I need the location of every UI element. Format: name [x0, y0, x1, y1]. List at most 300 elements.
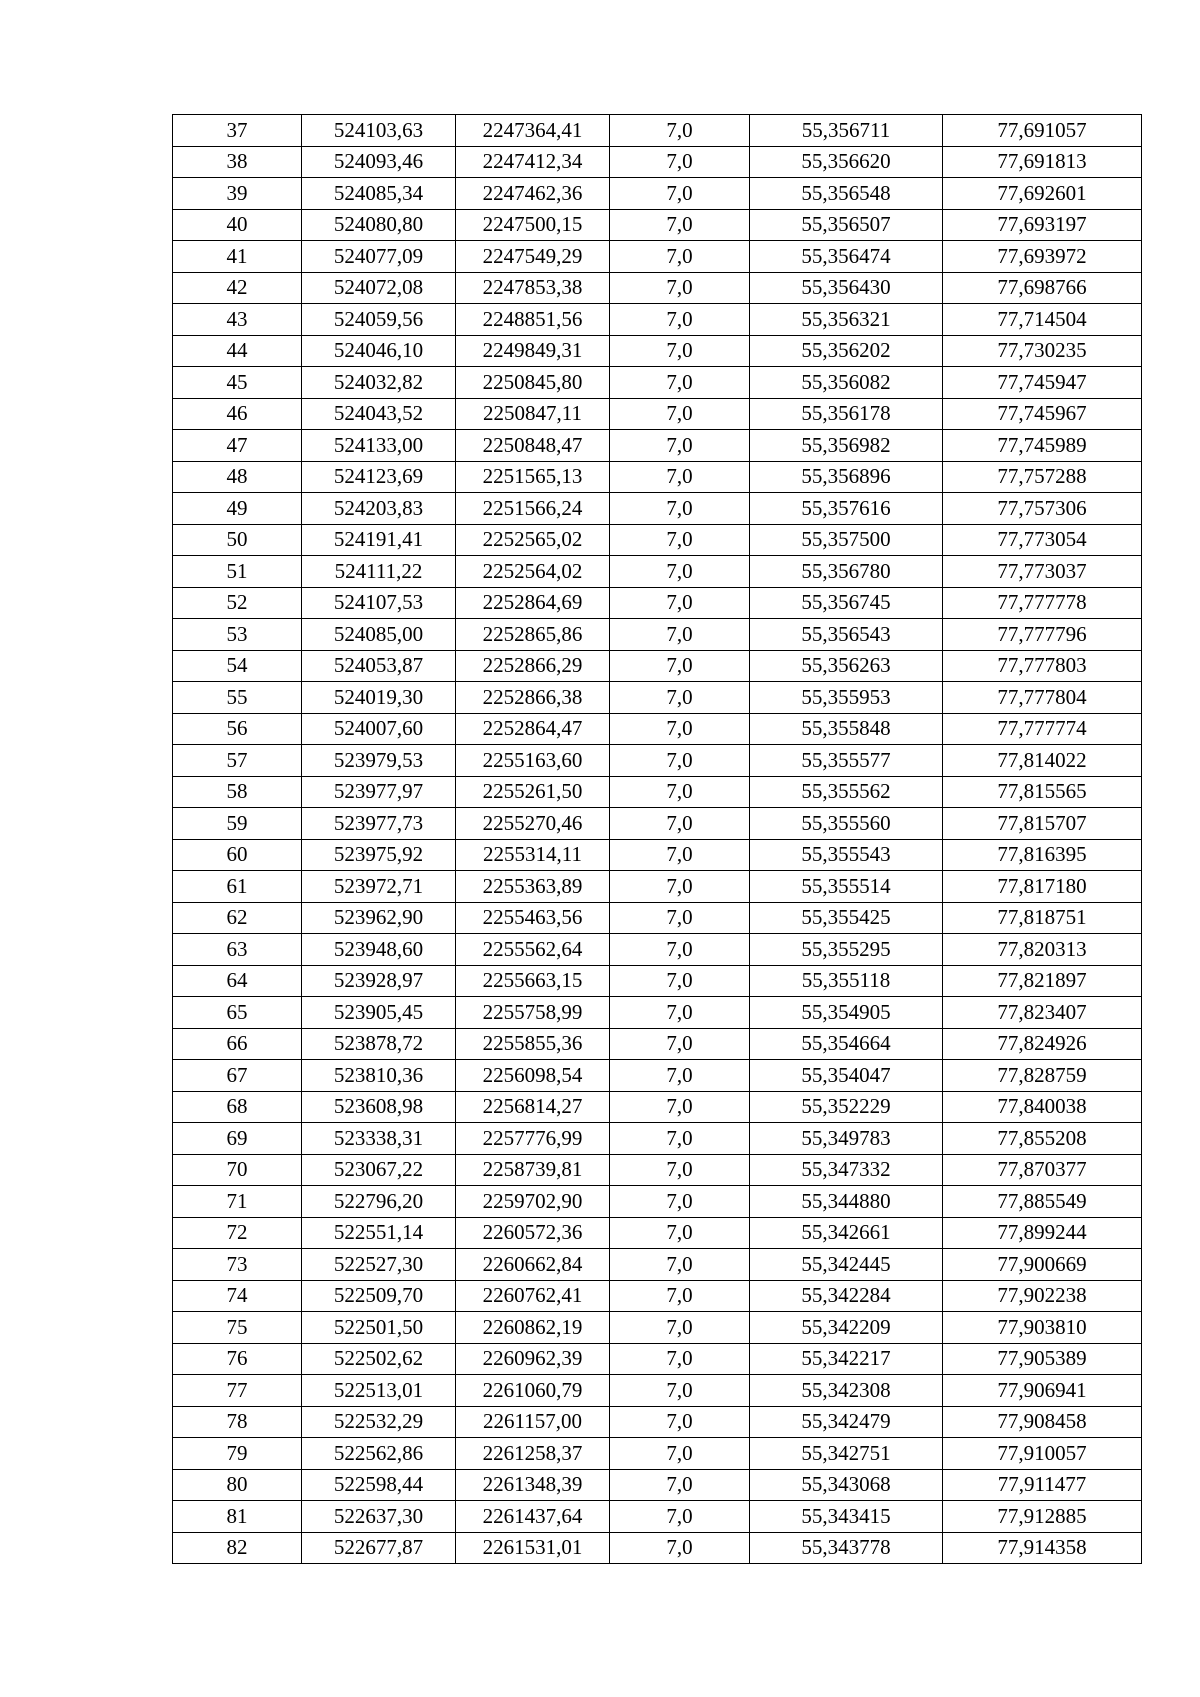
latitude-cell: 55,356711 — [750, 115, 943, 147]
longitude-cell: 77,903810 — [943, 1312, 1142, 1344]
x-coordinate-cell: 522562,86 — [302, 1438, 456, 1470]
accuracy-cell: 7,0 — [610, 776, 750, 808]
point-number-cell: 73 — [173, 1249, 302, 1281]
y-coordinate-cell: 2248851,56 — [456, 304, 610, 336]
latitude-cell: 55,342284 — [750, 1280, 943, 1312]
point-number-cell: 74 — [173, 1280, 302, 1312]
table-row — [173, 241, 1142, 273]
table-row — [173, 146, 1142, 178]
table-row — [173, 430, 1142, 462]
accuracy-cell: 7,0 — [610, 619, 750, 651]
table-row — [173, 1312, 1142, 1344]
x-coordinate-cell: 524085,00 — [302, 619, 456, 651]
accuracy-cell: 7,0 — [610, 934, 750, 966]
table-row — [173, 934, 1142, 966]
x-coordinate-cell: 522598,44 — [302, 1469, 456, 1501]
table-row — [173, 524, 1142, 556]
point-number-cell: 71 — [173, 1186, 302, 1218]
point-number-cell: 69 — [173, 1123, 302, 1155]
accuracy-cell: 7,0 — [610, 493, 750, 525]
latitude-cell: 55,355543 — [750, 839, 943, 871]
latitude-cell: 55,357616 — [750, 493, 943, 525]
latitude-cell: 55,356543 — [750, 619, 943, 651]
table-row — [173, 1028, 1142, 1060]
y-coordinate-cell: 2247549,29 — [456, 241, 610, 273]
latitude-cell: 55,355118 — [750, 965, 943, 997]
point-number-cell: 52 — [173, 587, 302, 619]
table-row — [173, 1532, 1142, 1564]
y-coordinate-cell: 2252864,69 — [456, 587, 610, 619]
point-number-cell: 82 — [173, 1532, 302, 1564]
latitude-cell: 55,356780 — [750, 556, 943, 588]
point-number-cell: 47 — [173, 430, 302, 462]
y-coordinate-cell: 2252866,29 — [456, 650, 610, 682]
x-coordinate-cell: 523905,45 — [302, 997, 456, 1029]
latitude-cell: 55,355953 — [750, 682, 943, 714]
accuracy-cell: 7,0 — [610, 304, 750, 336]
longitude-cell: 77,730235 — [943, 335, 1142, 367]
y-coordinate-cell: 2260762,41 — [456, 1280, 610, 1312]
y-coordinate-cell: 2250847,11 — [456, 398, 610, 430]
longitude-cell: 77,815707 — [943, 808, 1142, 840]
accuracy-cell: 7,0 — [610, 272, 750, 304]
y-coordinate-cell: 2247462,36 — [456, 178, 610, 210]
x-coordinate-cell: 522551,14 — [302, 1217, 456, 1249]
x-coordinate-cell: 522637,30 — [302, 1501, 456, 1533]
y-coordinate-cell: 2255163,60 — [456, 745, 610, 777]
y-coordinate-cell: 2260572,36 — [456, 1217, 610, 1249]
x-coordinate-cell: 523067,22 — [302, 1154, 456, 1186]
accuracy-cell: 7,0 — [610, 1406, 750, 1438]
x-coordinate-cell: 524080,80 — [302, 209, 456, 241]
point-number-cell: 37 — [173, 115, 302, 147]
longitude-cell: 77,691057 — [943, 115, 1142, 147]
accuracy-cell: 7,0 — [610, 902, 750, 934]
latitude-cell: 55,356474 — [750, 241, 943, 273]
y-coordinate-cell: 2257776,99 — [456, 1123, 610, 1155]
x-coordinate-cell: 523948,60 — [302, 934, 456, 966]
y-coordinate-cell: 2252565,02 — [456, 524, 610, 556]
latitude-cell: 55,356430 — [750, 272, 943, 304]
point-number-cell: 70 — [173, 1154, 302, 1186]
y-coordinate-cell: 2260962,39 — [456, 1343, 610, 1375]
x-coordinate-cell: 522513,01 — [302, 1375, 456, 1407]
longitude-cell: 77,823407 — [943, 997, 1142, 1029]
x-coordinate-cell: 524053,87 — [302, 650, 456, 682]
point-number-cell: 72 — [173, 1217, 302, 1249]
x-coordinate-cell: 522509,70 — [302, 1280, 456, 1312]
table-row — [173, 178, 1142, 210]
point-number-cell: 42 — [173, 272, 302, 304]
y-coordinate-cell: 2255363,89 — [456, 871, 610, 903]
point-number-cell: 45 — [173, 367, 302, 399]
point-number-cell: 57 — [173, 745, 302, 777]
accuracy-cell: 7,0 — [610, 745, 750, 777]
point-number-cell: 68 — [173, 1091, 302, 1123]
accuracy-cell: 7,0 — [610, 839, 750, 871]
x-coordinate-cell: 522501,50 — [302, 1312, 456, 1344]
accuracy-cell: 7,0 — [610, 209, 750, 241]
longitude-cell: 77,815565 — [943, 776, 1142, 808]
latitude-cell: 55,343068 — [750, 1469, 943, 1501]
x-coordinate-cell: 524093,46 — [302, 146, 456, 178]
latitude-cell: 55,356178 — [750, 398, 943, 430]
y-coordinate-cell: 2250848,47 — [456, 430, 610, 462]
longitude-cell: 77,902238 — [943, 1280, 1142, 1312]
table-row — [173, 398, 1142, 430]
x-coordinate-cell: 524007,60 — [302, 713, 456, 745]
table-row — [173, 997, 1142, 1029]
x-coordinate-cell: 522796,20 — [302, 1186, 456, 1218]
coordinates-table — [172, 114, 1142, 1564]
longitude-cell: 77,912885 — [943, 1501, 1142, 1533]
x-coordinate-cell: 524032,82 — [302, 367, 456, 399]
table-row — [173, 745, 1142, 777]
latitude-cell: 55,342661 — [750, 1217, 943, 1249]
accuracy-cell: 7,0 — [610, 1312, 750, 1344]
y-coordinate-cell: 2247412,34 — [456, 146, 610, 178]
x-coordinate-cell: 524072,08 — [302, 272, 456, 304]
x-coordinate-cell: 523975,92 — [302, 839, 456, 871]
longitude-cell: 77,691813 — [943, 146, 1142, 178]
y-coordinate-cell: 2250845,80 — [456, 367, 610, 399]
table-row — [173, 1501, 1142, 1533]
latitude-cell: 55,342308 — [750, 1375, 943, 1407]
longitude-cell: 77,911477 — [943, 1469, 1142, 1501]
x-coordinate-cell: 523810,36 — [302, 1060, 456, 1092]
x-coordinate-cell: 523977,97 — [302, 776, 456, 808]
x-coordinate-cell: 524059,56 — [302, 304, 456, 336]
point-number-cell: 66 — [173, 1028, 302, 1060]
accuracy-cell: 7,0 — [610, 1501, 750, 1533]
y-coordinate-cell: 2256814,27 — [456, 1091, 610, 1123]
x-coordinate-cell: 524077,09 — [302, 241, 456, 273]
y-coordinate-cell: 2251566,24 — [456, 493, 610, 525]
x-coordinate-cell: 522527,30 — [302, 1249, 456, 1281]
longitude-cell: 77,914358 — [943, 1532, 1142, 1564]
x-coordinate-cell: 523608,98 — [302, 1091, 456, 1123]
table-row — [173, 1091, 1142, 1123]
x-coordinate-cell: 524123,69 — [302, 461, 456, 493]
accuracy-cell: 7,0 — [610, 1091, 750, 1123]
longitude-cell: 77,745989 — [943, 430, 1142, 462]
latitude-cell: 55,354047 — [750, 1060, 943, 1092]
table-row — [173, 335, 1142, 367]
x-coordinate-cell: 524043,52 — [302, 398, 456, 430]
accuracy-cell: 7,0 — [610, 1154, 750, 1186]
accuracy-cell: 7,0 — [610, 335, 750, 367]
x-coordinate-cell: 523338,31 — [302, 1123, 456, 1155]
y-coordinate-cell: 2255855,36 — [456, 1028, 610, 1060]
y-coordinate-cell: 2255758,99 — [456, 997, 610, 1029]
x-coordinate-cell: 522532,29 — [302, 1406, 456, 1438]
y-coordinate-cell: 2255270,46 — [456, 808, 610, 840]
accuracy-cell: 7,0 — [610, 430, 750, 462]
x-coordinate-cell: 524133,00 — [302, 430, 456, 462]
longitude-cell: 77,821897 — [943, 965, 1142, 997]
latitude-cell: 55,342751 — [750, 1438, 943, 1470]
longitude-cell: 77,840038 — [943, 1091, 1142, 1123]
point-number-cell: 41 — [173, 241, 302, 273]
x-coordinate-cell: 523972,71 — [302, 871, 456, 903]
accuracy-cell: 7,0 — [610, 1532, 750, 1564]
latitude-cell: 55,342209 — [750, 1312, 943, 1344]
table-row — [173, 1469, 1142, 1501]
latitude-cell: 55,355425 — [750, 902, 943, 934]
x-coordinate-cell: 524203,83 — [302, 493, 456, 525]
accuracy-cell: 7,0 — [610, 587, 750, 619]
point-number-cell: 56 — [173, 713, 302, 745]
x-coordinate-cell: 522677,87 — [302, 1532, 456, 1564]
latitude-cell: 55,342479 — [750, 1406, 943, 1438]
point-number-cell: 67 — [173, 1060, 302, 1092]
latitude-cell: 55,342445 — [750, 1249, 943, 1281]
longitude-cell: 77,777774 — [943, 713, 1142, 745]
table-row — [173, 587, 1142, 619]
longitude-cell: 77,906941 — [943, 1375, 1142, 1407]
point-number-cell: 54 — [173, 650, 302, 682]
latitude-cell: 55,352229 — [750, 1091, 943, 1123]
accuracy-cell: 7,0 — [610, 556, 750, 588]
point-number-cell: 55 — [173, 682, 302, 714]
longitude-cell: 77,714504 — [943, 304, 1142, 336]
x-coordinate-cell: 524107,53 — [302, 587, 456, 619]
latitude-cell: 55,356896 — [750, 461, 943, 493]
point-number-cell: 43 — [173, 304, 302, 336]
table-row — [173, 1280, 1142, 1312]
longitude-cell: 77,773037 — [943, 556, 1142, 588]
x-coordinate-cell: 523962,90 — [302, 902, 456, 934]
y-coordinate-cell: 2252564,02 — [456, 556, 610, 588]
x-coordinate-cell: 523928,97 — [302, 965, 456, 997]
longitude-cell: 77,777778 — [943, 587, 1142, 619]
longitude-cell: 77,870377 — [943, 1154, 1142, 1186]
point-number-cell: 79 — [173, 1438, 302, 1470]
latitude-cell: 55,356321 — [750, 304, 943, 336]
point-number-cell: 50 — [173, 524, 302, 556]
coordinates-table-body — [173, 115, 1142, 1564]
accuracy-cell: 7,0 — [610, 1343, 750, 1375]
y-coordinate-cell: 2260662,84 — [456, 1249, 610, 1281]
point-number-cell: 76 — [173, 1343, 302, 1375]
x-coordinate-cell: 524046,10 — [302, 335, 456, 367]
latitude-cell: 55,354905 — [750, 997, 943, 1029]
accuracy-cell: 7,0 — [610, 1217, 750, 1249]
accuracy-cell: 7,0 — [610, 1469, 750, 1501]
y-coordinate-cell: 2261348,39 — [456, 1469, 610, 1501]
longitude-cell: 77,693197 — [943, 209, 1142, 241]
latitude-cell: 55,349783 — [750, 1123, 943, 1155]
point-number-cell: 53 — [173, 619, 302, 651]
table-row — [173, 367, 1142, 399]
table-row — [173, 272, 1142, 304]
latitude-cell: 55,354664 — [750, 1028, 943, 1060]
y-coordinate-cell: 2258739,81 — [456, 1154, 610, 1186]
table-row — [173, 1123, 1142, 1155]
point-number-cell: 58 — [173, 776, 302, 808]
accuracy-cell: 7,0 — [610, 871, 750, 903]
table-row — [173, 1217, 1142, 1249]
longitude-cell: 77,828759 — [943, 1060, 1142, 1092]
x-coordinate-cell: 523977,73 — [302, 808, 456, 840]
x-coordinate-cell: 524103,63 — [302, 115, 456, 147]
accuracy-cell: 7,0 — [610, 650, 750, 682]
table-row — [173, 871, 1142, 903]
longitude-cell: 77,777796 — [943, 619, 1142, 651]
x-coordinate-cell: 524019,30 — [302, 682, 456, 714]
longitude-cell: 77,885549 — [943, 1186, 1142, 1218]
x-coordinate-cell: 524085,34 — [302, 178, 456, 210]
table-row — [173, 682, 1142, 714]
y-coordinate-cell: 2261437,64 — [456, 1501, 610, 1533]
longitude-cell: 77,773054 — [943, 524, 1142, 556]
point-number-cell: 48 — [173, 461, 302, 493]
table-row — [173, 461, 1142, 493]
point-number-cell: 80 — [173, 1469, 302, 1501]
accuracy-cell: 7,0 — [610, 524, 750, 556]
point-number-cell: 75 — [173, 1312, 302, 1344]
point-number-cell: 44 — [173, 335, 302, 367]
y-coordinate-cell: 2261157,00 — [456, 1406, 610, 1438]
longitude-cell: 77,899244 — [943, 1217, 1142, 1249]
accuracy-cell: 7,0 — [610, 965, 750, 997]
accuracy-cell: 7,0 — [610, 115, 750, 147]
longitude-cell: 77,910057 — [943, 1438, 1142, 1470]
latitude-cell: 55,343778 — [750, 1532, 943, 1564]
table-row — [173, 713, 1142, 745]
accuracy-cell: 7,0 — [610, 1186, 750, 1218]
latitude-cell: 55,356202 — [750, 335, 943, 367]
latitude-cell: 55,355848 — [750, 713, 943, 745]
y-coordinate-cell: 2255463,56 — [456, 902, 610, 934]
table-row — [173, 619, 1142, 651]
y-coordinate-cell: 2260862,19 — [456, 1312, 610, 1344]
point-number-cell: 40 — [173, 209, 302, 241]
accuracy-cell: 7,0 — [610, 682, 750, 714]
y-coordinate-cell: 2252866,38 — [456, 682, 610, 714]
longitude-cell: 77,814022 — [943, 745, 1142, 777]
latitude-cell: 55,347332 — [750, 1154, 943, 1186]
point-number-cell: 64 — [173, 965, 302, 997]
accuracy-cell: 7,0 — [610, 713, 750, 745]
x-coordinate-cell: 522502,62 — [302, 1343, 456, 1375]
y-coordinate-cell: 2252865,86 — [456, 619, 610, 651]
y-coordinate-cell: 2247500,15 — [456, 209, 610, 241]
accuracy-cell: 7,0 — [610, 1280, 750, 1312]
accuracy-cell: 7,0 — [610, 241, 750, 273]
y-coordinate-cell: 2256098,54 — [456, 1060, 610, 1092]
latitude-cell: 55,342217 — [750, 1343, 943, 1375]
longitude-cell: 77,777804 — [943, 682, 1142, 714]
point-number-cell: 51 — [173, 556, 302, 588]
point-number-cell: 60 — [173, 839, 302, 871]
longitude-cell: 77,777803 — [943, 650, 1142, 682]
table-row — [173, 808, 1142, 840]
table-row — [173, 304, 1142, 336]
longitude-cell: 77,698766 — [943, 272, 1142, 304]
point-number-cell: 65 — [173, 997, 302, 1029]
table-row — [173, 839, 1142, 871]
point-number-cell: 78 — [173, 1406, 302, 1438]
y-coordinate-cell: 2247853,38 — [456, 272, 610, 304]
y-coordinate-cell: 2261258,37 — [456, 1438, 610, 1470]
longitude-cell: 77,820313 — [943, 934, 1142, 966]
latitude-cell: 55,355560 — [750, 808, 943, 840]
longitude-cell: 77,900669 — [943, 1249, 1142, 1281]
table-row — [173, 493, 1142, 525]
y-coordinate-cell: 2247364,41 — [456, 115, 610, 147]
table-row — [173, 556, 1142, 588]
accuracy-cell: 7,0 — [610, 1438, 750, 1470]
accuracy-cell: 7,0 — [610, 1375, 750, 1407]
point-number-cell: 39 — [173, 178, 302, 210]
accuracy-cell: 7,0 — [610, 1060, 750, 1092]
latitude-cell: 55,356263 — [750, 650, 943, 682]
accuracy-cell: 7,0 — [610, 808, 750, 840]
x-coordinate-cell: 524191,41 — [302, 524, 456, 556]
y-coordinate-cell: 2251565,13 — [456, 461, 610, 493]
table-row — [173, 1060, 1142, 1092]
latitude-cell: 55,357500 — [750, 524, 943, 556]
point-number-cell: 62 — [173, 902, 302, 934]
x-coordinate-cell: 523878,72 — [302, 1028, 456, 1060]
longitude-cell: 77,855208 — [943, 1123, 1142, 1155]
longitude-cell: 77,757306 — [943, 493, 1142, 525]
y-coordinate-cell: 2259702,90 — [456, 1186, 610, 1218]
latitude-cell: 55,355514 — [750, 871, 943, 903]
point-number-cell: 46 — [173, 398, 302, 430]
y-coordinate-cell: 2255261,50 — [456, 776, 610, 808]
accuracy-cell: 7,0 — [610, 997, 750, 1029]
longitude-cell: 77,745947 — [943, 367, 1142, 399]
longitude-cell: 77,692601 — [943, 178, 1142, 210]
accuracy-cell: 7,0 — [610, 461, 750, 493]
latitude-cell: 55,355562 — [750, 776, 943, 808]
accuracy-cell: 7,0 — [610, 1249, 750, 1281]
longitude-cell: 77,817180 — [943, 871, 1142, 903]
point-number-cell: 63 — [173, 934, 302, 966]
table-row — [173, 650, 1142, 682]
y-coordinate-cell: 2261060,79 — [456, 1375, 610, 1407]
table-row — [173, 1249, 1142, 1281]
point-number-cell: 38 — [173, 146, 302, 178]
table-row — [173, 902, 1142, 934]
y-coordinate-cell: 2261531,01 — [456, 1532, 610, 1564]
table-row — [173, 115, 1142, 147]
accuracy-cell: 7,0 — [610, 1028, 750, 1060]
table-row — [173, 1343, 1142, 1375]
table-row — [173, 209, 1142, 241]
table-row — [173, 1186, 1142, 1218]
accuracy-cell: 7,0 — [610, 398, 750, 430]
longitude-cell: 77,745967 — [943, 398, 1142, 430]
point-number-cell: 49 — [173, 493, 302, 525]
accuracy-cell: 7,0 — [610, 367, 750, 399]
point-number-cell: 61 — [173, 871, 302, 903]
latitude-cell: 55,356548 — [750, 178, 943, 210]
latitude-cell: 55,344880 — [750, 1186, 943, 1218]
latitude-cell: 55,343415 — [750, 1501, 943, 1533]
longitude-cell: 77,816395 — [943, 839, 1142, 871]
table-row — [173, 1438, 1142, 1470]
latitude-cell: 55,356082 — [750, 367, 943, 399]
longitude-cell: 77,824926 — [943, 1028, 1142, 1060]
latitude-cell: 55,356745 — [750, 587, 943, 619]
longitude-cell: 77,757288 — [943, 461, 1142, 493]
point-number-cell: 81 — [173, 1501, 302, 1533]
y-coordinate-cell: 2249849,31 — [456, 335, 610, 367]
longitude-cell: 77,693972 — [943, 241, 1142, 273]
